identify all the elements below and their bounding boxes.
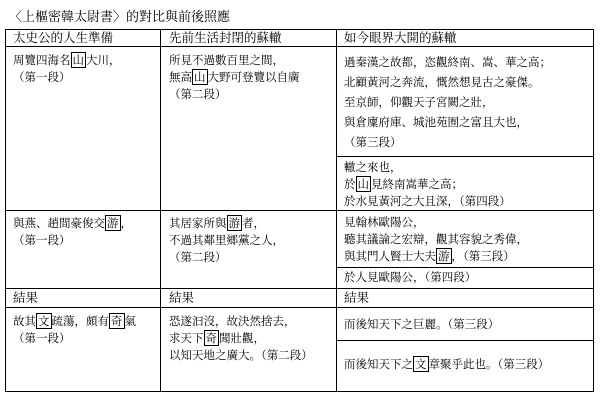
- highlighted-char: 奇: [111, 314, 123, 328]
- result-header: 結果: [344, 290, 370, 305]
- highlighted-char: 山: [72, 53, 84, 67]
- column-header: 太史公的人生準備: [13, 30, 114, 45]
- row-divider: [6, 210, 593, 211]
- row-divider: [6, 46, 593, 47]
- table-cell-text: 所見不過數百里之間， 無高 山 大野可登覽以自廣 （第二段）: [169, 53, 300, 101]
- highlighted-char: 游: [228, 216, 240, 230]
- highlighted-char: 山: [194, 70, 206, 84]
- table-cell-text: 而後知天下之 文 章聚乎此也。（第三段）: [344, 357, 550, 371]
- table-cell-text: 而後知天下之巨麗。（第三段）: [344, 317, 500, 331]
- row-divider: [336, 156, 593, 157]
- table-cell-text: 故其 文 疏蕩，頗有 奇 氣 （第一段）: [13, 314, 136, 345]
- highlighted-char: 奇: [205, 331, 217, 345]
- table-cell-text: 轍之來也， 於 山 見終南嵩華之高； 於水見黃河之大且深，（第四段）: [344, 160, 511, 208]
- table-cell-text: 周覽四海名 山 大川， （第一段）: [13, 53, 121, 84]
- result-header: 結果: [13, 290, 39, 305]
- row-divider: [336, 267, 593, 268]
- highlighted-char: 游: [438, 249, 450, 263]
- result-header: 結果: [169, 290, 195, 305]
- table-cell-text: 見翰林歐陽公， 聽其議論之宏辯，觀其容貌之秀偉， 與其門人賢士大夫 游 ，（第三段）: [344, 215, 528, 263]
- highlighted-char: 文: [415, 357, 427, 371]
- highlighted-char: 山: [357, 177, 369, 191]
- table-cell-text: 於人見歐陽公，（第四段）: [344, 270, 477, 284]
- table-cell-text: 過秦漢之故都，恣觀終南、嵩、華之高； 北顧黃河之奔流，慨然想見古之豪傑。 至京師，仰觀天子宮闕之壯， 與倉廩府庫、城池苑囿之富且大也， （第三段）: [344, 55, 551, 149]
- highlighted-char: 文: [38, 314, 50, 328]
- column-header: 先前生活封閉的蘇轍: [169, 30, 282, 45]
- row-divider: [336, 340, 593, 341]
- column-header: 如今眼界大開的蘇轍: [344, 30, 457, 45]
- table-cell-text: 恐遂汩沒，故決然捨去， 求天下 奇 聞壯觀， 以知天地之廣大。（第二段）: [169, 314, 313, 362]
- table-cell-text: 其居家所與 游 者， 不過其鄰里鄉黨之人， （第二段）: [169, 216, 284, 264]
- table-cell-text: 與燕、趙間豪俊交 游 ， （第一段）: [13, 216, 132, 247]
- highlighted-char: 游: [107, 216, 119, 230]
- row-divider: [6, 288, 593, 289]
- page-title: 〈上樞密韓太尉書〉的對比與前後照應: [9, 10, 231, 25]
- comparison-table: [5, 29, 594, 392]
- row-divider: [6, 307, 593, 308]
